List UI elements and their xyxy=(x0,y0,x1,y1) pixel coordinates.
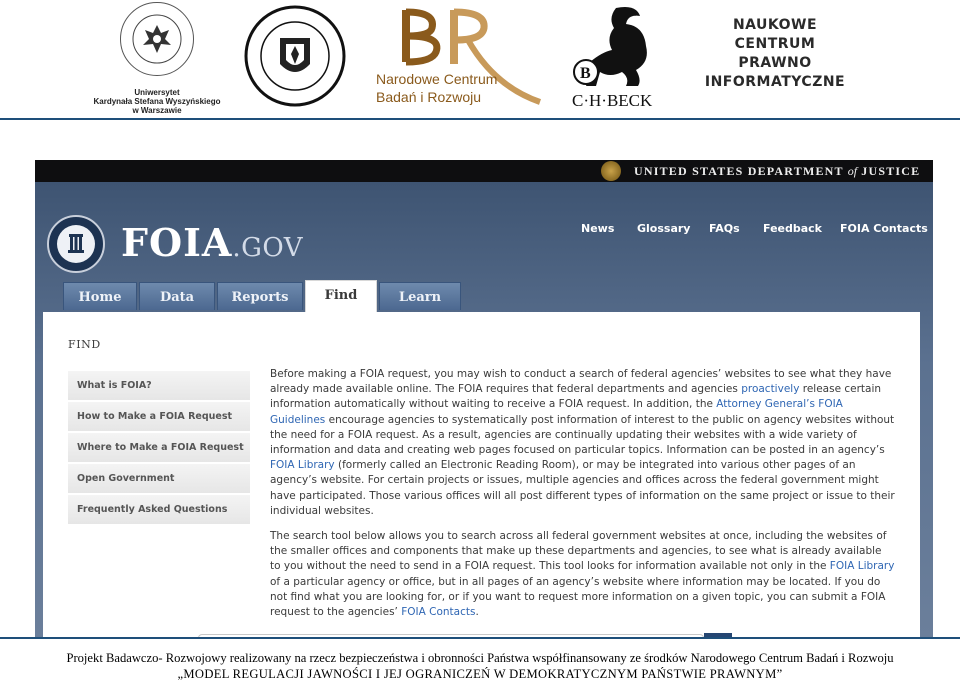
para2-text1: The search tool below allows you to search across all federal government websites at once, including the websites of the smaller offices and components that make up these departments and agencies, to see what is already available to you without the need to send in a FOIA request. This tool looks for information available not only in the xyxy=(270,530,887,573)
uksw-name-line1: Uniwersytet xyxy=(134,88,180,97)
link-foia-contacts[interactable]: FOIA Contacts xyxy=(401,606,476,619)
wordmark-gov: .GOV xyxy=(232,233,304,263)
main-text xyxy=(270,367,895,630)
ncbr-logo-icon xyxy=(374,6,544,110)
link-foia-library-2[interactable]: FOIA Library xyxy=(829,560,895,573)
para2-text3: . xyxy=(475,606,479,619)
para1-text4: (formerly called an Electronic Reading Room), or may be integrated into various other pages of an agency’s website. For certain projects or issues, multiple agencies and offices across the federal government might have participated. Those various offices will all post different types of information on the same project or issue to their individual websites. xyxy=(270,459,895,517)
doj-title-post: JUSTICE xyxy=(861,164,921,178)
griffin-icon xyxy=(566,2,664,112)
tab-reports[interactable]: Reports xyxy=(217,282,303,310)
uksw-name-line2: Kardynała Stefana Wyszyńskiego xyxy=(93,97,221,106)
doj-bar xyxy=(35,160,933,182)
side-nav xyxy=(68,371,250,526)
ncpi-line4: INFORMATYCZNE xyxy=(704,74,846,90)
link-ag-guidelines[interactable]: Attorney General’s FOIA Guidelines xyxy=(270,398,843,426)
para1-text3: encourage agencies to systematically post information of interest to the public on agency websites without the need for a FOIA request. As a result, agencies are continually updating their websites with a wide variety of information and data and creating web pages focused on particular topics. Information can be posted in an agency’s xyxy=(270,413,895,457)
topnav-feedback[interactable]: Feedback xyxy=(763,222,822,235)
university-crest-icon xyxy=(244,4,346,108)
uksw-name-line3: w Warszawie xyxy=(132,106,182,115)
tab-data[interactable]: Data xyxy=(139,282,215,310)
slide-footer xyxy=(0,637,960,681)
doj-title xyxy=(634,164,920,179)
foia-site-screenshot xyxy=(35,160,933,637)
tab-home[interactable]: Home xyxy=(63,282,137,310)
side-nav-open-government[interactable]: Open Government xyxy=(68,464,250,493)
para1-text1: Before making a FOIA request, you may wish to conduct a search of federal agencies’ websites to see what they have already made available online. The FOIA requires that federal departments and agencies xyxy=(270,368,892,396)
doj-title-of: of xyxy=(847,164,858,178)
side-nav-where-to-request[interactable]: Where to Make a FOIA Request xyxy=(68,433,250,462)
ncpi-line2: CENTRUM xyxy=(734,36,816,52)
tab-find[interactable]: Find xyxy=(305,280,377,312)
topnav-foia-contacts[interactable]: FOIA Contacts xyxy=(840,222,928,235)
uksw-logo xyxy=(92,2,222,114)
university-seal-icon xyxy=(120,2,194,76)
doj-seal-icon xyxy=(601,161,621,181)
para1-text2: release certain information automatically without waiting to receive a FOIA request. In addition, the xyxy=(270,383,882,411)
ncpi-logo xyxy=(700,16,850,92)
site-logo[interactable] xyxy=(121,220,303,265)
tab-learn[interactable]: Learn xyxy=(379,282,461,310)
logo-strip xyxy=(0,0,960,117)
link-foia-library[interactable]: FOIA Library xyxy=(270,459,335,472)
page-title: FIND xyxy=(68,338,101,351)
doj-title-pre: UNITED STATES DEPARTMENT xyxy=(634,164,844,178)
side-nav-how-to-request[interactable]: How to Make a FOIA Request xyxy=(68,402,250,431)
para2-text2: of a particular agency or office, but in all pages of an agency’s website where information may be located. If you do not find what you are looking for, or if you want to request more information on a given topic, you can submit a FOIA request to the agencies’ xyxy=(270,575,886,619)
ncpi-line3: PRAWNO xyxy=(738,55,812,71)
content-panel xyxy=(43,312,920,637)
topnav-news[interactable]: News xyxy=(581,222,615,235)
paragraph-search xyxy=(270,529,895,620)
footer-line1: Projekt Badawczo- Rozwojowy realizowany na rzecz bezpieczeństwa i obronności Państwa współfinansowany ze środków Narodowego Centrum Badań i Rozwoju xyxy=(66,651,894,665)
side-nav-what-is-foia[interactable]: What is FOIA? xyxy=(68,371,250,400)
ncbr-line2: Badań i Rozwoju xyxy=(376,89,482,105)
site-header xyxy=(35,182,933,637)
beck-text: C·H·BECK xyxy=(572,91,653,110)
side-nav-faq[interactable]: Frequently Asked Questions xyxy=(68,495,250,524)
wordmark-main: FOIA xyxy=(121,220,233,265)
foia-seal-icon[interactable] xyxy=(47,215,105,273)
ncpi-line1: NAUKOWE xyxy=(732,17,818,33)
topnav-glossary[interactable]: Glossary xyxy=(637,222,691,235)
topnav-faqs[interactable]: FAQs xyxy=(709,222,740,235)
header-divider xyxy=(0,118,960,120)
svg-text:B: B xyxy=(580,65,591,82)
footer-line2: „MODEL REGULACJI JAWNOŚCI I JEJ OGRANICZEŃ W DEMOKRATYCZNYM PAŃSTWIE PRAWNYM” xyxy=(177,667,783,681)
paragraph-intro xyxy=(270,367,895,519)
link-proactively[interactable]: proactively xyxy=(741,383,800,396)
ncbr-line1: Narodowe Centrum xyxy=(376,71,498,87)
beck-logo xyxy=(566,2,664,112)
